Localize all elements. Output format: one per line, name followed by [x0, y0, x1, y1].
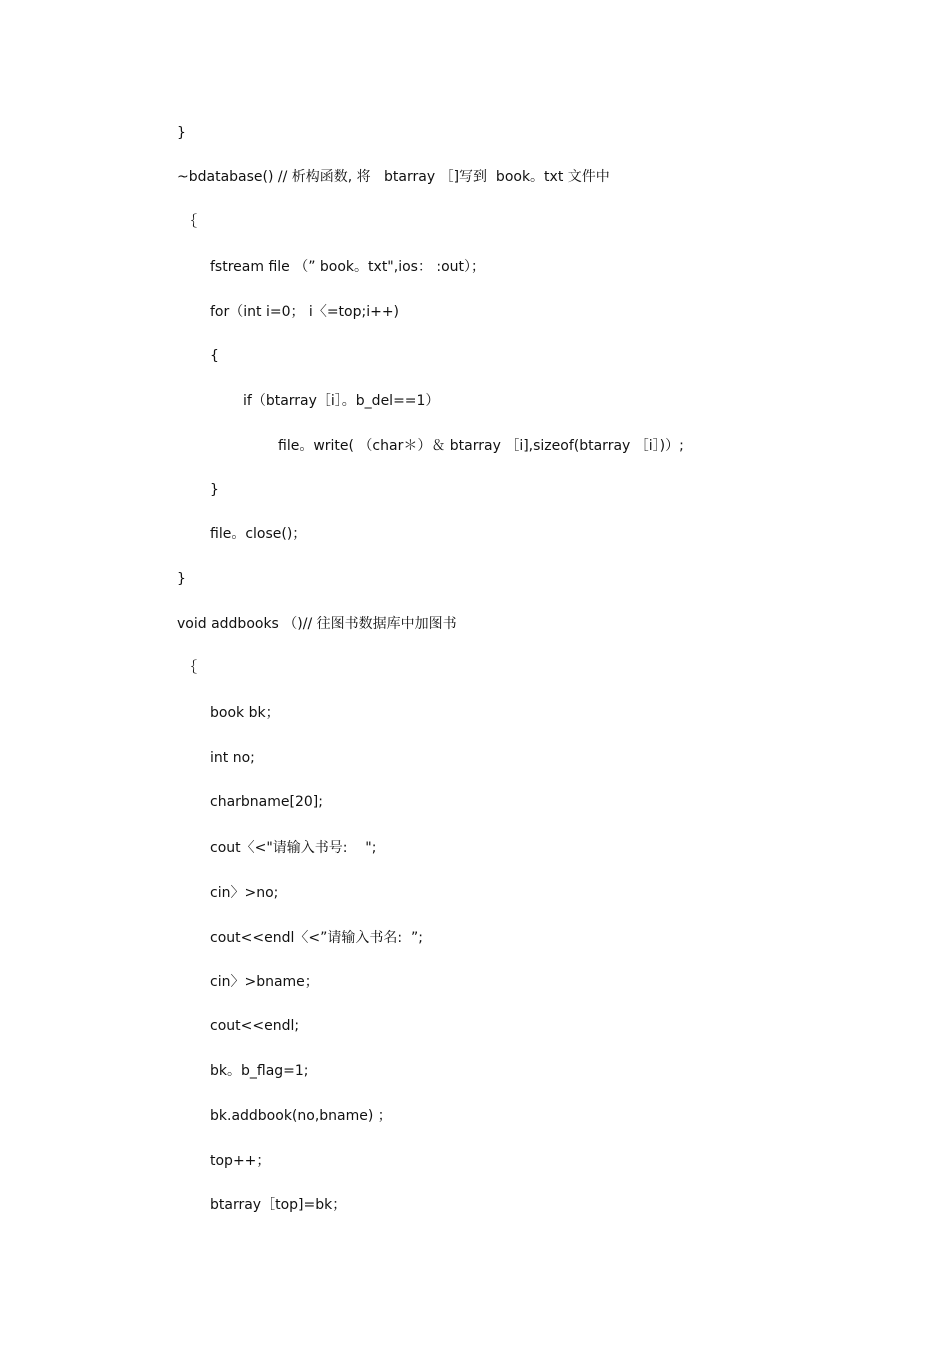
- code-line: }: [210, 482, 219, 498]
- code-line: charbname[20];: [210, 794, 323, 810]
- code-line: file。close()；: [210, 526, 307, 542]
- code-line: bk。b_flag=1;: [210, 1063, 309, 1079]
- code-line: bk.addbook(no,bname) ；: [210, 1108, 392, 1124]
- code-line: book bk；: [210, 705, 280, 721]
- code-line: }: [177, 571, 186, 587]
- code-line: ｛: [183, 214, 197, 230]
- code-line: fstream file （” book。txt",ios： :out）；: [210, 259, 486, 275]
- code-line: cout<<endl;: [210, 1018, 300, 1034]
- code-line: cout〈<"请输入书号: ";: [210, 840, 377, 856]
- code-line: ｛: [183, 660, 197, 676]
- code-line: top++；: [210, 1153, 271, 1169]
- code-line: cin〉>bname；: [210, 974, 319, 990]
- code-line: cout<<endl〈<”请输入书名: ”;: [210, 930, 423, 946]
- code-line: int no;: [210, 750, 255, 766]
- code-line: }: [177, 125, 186, 141]
- code-line: void addbooks （)// 往图书数据库中加图书: [177, 616, 457, 632]
- code-line: for（int i=0； i〈=top;i++): [210, 304, 400, 320]
- code-line: {: [210, 348, 219, 364]
- code-line: cin〉>no;: [210, 885, 279, 901]
- code-line: ~bdatabase() // 析构函数, 将 btarray ［]写到 book。txt 文件中: [177, 169, 610, 185]
- code-line: if（btarray［i］。b_del==1）: [243, 393, 440, 409]
- code-line: file。write( （char＊）＆ btarray ［i],sizeof(btarray ［i］)）;: [278, 438, 684, 454]
- code-line: btarray［top]=bk；: [210, 1197, 347, 1213]
